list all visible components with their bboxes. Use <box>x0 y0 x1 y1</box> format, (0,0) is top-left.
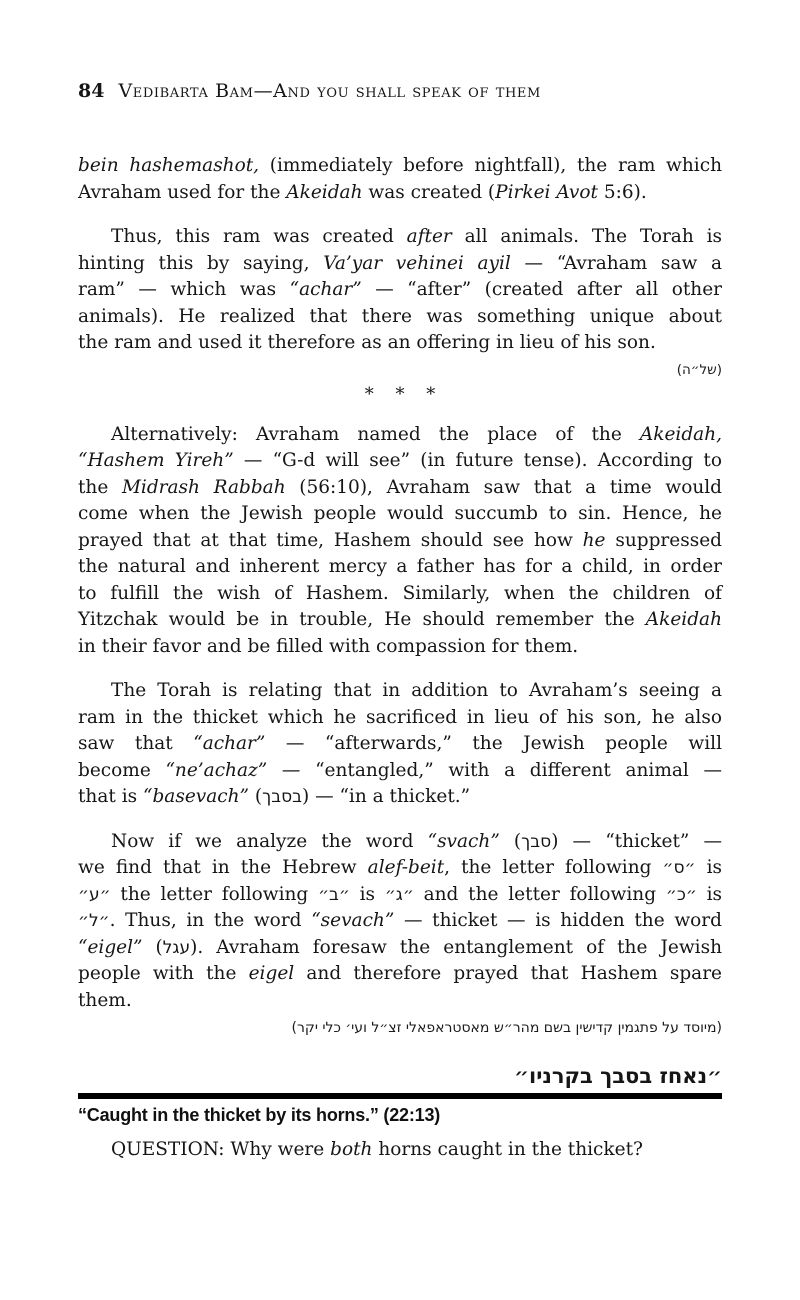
paragraph-question <box>78 1137 722 1164</box>
section-title-hebrew: ״נאחז בסבך בקרניו״ <box>514 1064 722 1088</box>
text-line <box>78 731 722 758</box>
text-run: the letter following <box>110 883 319 905</box>
text-run: eigel <box>248 963 295 984</box>
citation-source: (מיוסד על פתגמין קדישין בשם מהר״ש מאסטראפאלי זצ״ל ועי׳ כלי יקר) <box>291 1020 722 1036</box>
text-run: (immediately before nightfall), the ram which <box>259 155 722 176</box>
text-line <box>78 988 722 1015</box>
text-run: ) — “thicket” — <box>551 830 722 852</box>
text-line <box>78 304 722 331</box>
text-line <box>78 251 722 278</box>
text-run: Akeidah <box>286 181 363 203</box>
text-run: after <box>406 226 452 247</box>
text-line <box>78 784 722 811</box>
running-header <box>78 0 722 103</box>
text-run: them. <box>78 989 132 1011</box>
text-run: Va’yar vehinei ayil <box>323 252 511 274</box>
section-heading <box>78 1062 722 1127</box>
text-run: the <box>78 476 122 498</box>
page-number: 84 <box>78 80 105 102</box>
paragraph-ram-created-after <box>78 224 722 357</box>
text-run: — thicket — is hidden the word <box>394 910 722 931</box>
text-run: hinting this by saying, <box>78 252 324 274</box>
text-run: ram” — which was <box>78 279 290 300</box>
text-run: he <box>582 529 606 551</box>
hebrew-text-run: ״כ״ <box>665 884 697 905</box>
section-title-english: “Caught in the thicket by its horns.” (22:13) <box>78 1105 441 1125</box>
text-run: the ram and used it therefore as an offering in lieu of his son. <box>78 332 656 353</box>
text-run: all animals. The Torah is <box>451 226 722 247</box>
text-run: prayed that at that time, Hashem should see how <box>78 529 583 551</box>
text-run: and the letter following <box>413 883 666 905</box>
text-run: The Torah is relating that in addition to Avraham’s seeing a <box>111 680 722 701</box>
text-run: to fulfill the wish of Hashem. Similarly, when the children of <box>78 582 722 604</box>
text-run: ( <box>499 830 522 852</box>
text-run: Midrash Rabbah <box>121 476 286 498</box>
text-run: — “afterwards,” the Jewish people will <box>265 733 722 754</box>
text-line <box>78 678 722 705</box>
text-line <box>78 475 722 502</box>
hebrew-text-run: ״ב״ <box>318 884 350 905</box>
paragraph-bein-hashemashot <box>78 153 722 206</box>
text-run: the natural and inherent mercy a father has for a child, in order <box>78 556 722 577</box>
text-line <box>78 1137 722 1164</box>
text-line <box>78 501 722 528</box>
text-run: , the letter following <box>444 857 663 878</box>
text-run: people with the <box>78 963 249 984</box>
text-line <box>78 224 722 251</box>
hebrew-text-run: ״ע״ <box>78 884 111 905</box>
text-run: is <box>696 883 723 905</box>
text-run: Alternatively: Avraham named the place of the <box>111 423 640 445</box>
text-run: “sevach” <box>311 910 395 931</box>
text-line <box>78 705 722 732</box>
text-run: bein hashemashot, <box>78 155 260 176</box>
text-run: is <box>349 883 385 905</box>
text-line <box>78 277 722 304</box>
text-run: (56:10), Avraham saw that a time would <box>285 476 723 498</box>
text-run: — “Avraham saw a <box>510 252 723 274</box>
text-run: Akeidah <box>645 609 722 630</box>
text-line <box>78 330 722 357</box>
text-line <box>78 961 722 988</box>
book-title: Vedibarta Bam—And you shall speak of them <box>118 80 541 102</box>
text-line <box>78 829 722 856</box>
text-run: “Hashem Yireh” <box>78 450 234 471</box>
text-run: Now if we analyze the word <box>111 830 428 852</box>
text-run: “achar” <box>289 279 362 300</box>
hebrew-text-run: ״ל״ <box>78 911 110 931</box>
text-run: ( <box>249 786 263 807</box>
text-line <box>78 855 722 882</box>
text-run: — “G-d will see” (in future tense). According to <box>233 450 722 471</box>
text-line <box>78 554 722 581</box>
text-run: Thus, this ram was created <box>111 226 407 247</box>
text-run: both <box>330 1139 373 1160</box>
text-run: Akeidah, <box>639 423 722 445</box>
text-run: ( <box>142 936 163 958</box>
text-run: “svach” <box>427 830 500 852</box>
text-line <box>78 908 722 935</box>
text-run: saw that <box>78 733 194 754</box>
text-run: “achar” <box>193 733 266 754</box>
text-run: “ne’achaz” <box>165 759 268 781</box>
paragraph-alternatively <box>78 422 722 661</box>
text-run: Pirkei Avot <box>495 181 598 203</box>
text-line <box>78 882 722 909</box>
text-line <box>78 634 722 661</box>
text-line <box>78 581 722 608</box>
text-line <box>78 607 722 634</box>
text-run: — “entangled,” with a different animal — <box>267 759 722 781</box>
text-run: ram in the thicket which he sacrificed in lieu of his son, he also <box>78 706 722 728</box>
text-run: . Thus, in the word <box>109 910 312 931</box>
section-separator-stars: * * * <box>364 383 436 405</box>
text-run: ) — “in a thicket.” <box>301 786 471 807</box>
text-run: suppressed <box>605 529 722 551</box>
text-run: we find that in the Hebrew <box>78 857 368 878</box>
hebrew-text-run: בסבך <box>262 787 302 807</box>
hebrew-text-run: עגל <box>162 937 191 958</box>
text-run: “eigel” <box>78 936 143 958</box>
hebrew-text-run: ״ג״ <box>384 884 414 905</box>
text-line <box>78 153 722 180</box>
text-line <box>78 528 722 555</box>
text-line <box>78 422 722 449</box>
text-line <box>78 758 722 785</box>
hebrew-text-run: סבך <box>521 831 552 852</box>
text-run: horns caught in the thicket? <box>372 1139 643 1160</box>
text-line <box>78 448 722 475</box>
text-run: 5:6). <box>597 181 647 203</box>
text-run: — “after” (created after all other <box>361 279 722 300</box>
text-line <box>78 935 722 962</box>
text-run: ). Avraham foresaw the entanglement of the Jewish <box>190 936 722 958</box>
text-run: is <box>695 857 722 878</box>
paragraph-analyze-svach <box>78 829 722 1015</box>
text-run: was created ( <box>362 181 496 203</box>
section-divider-rule <box>78 1093 722 1099</box>
hebrew-text-run: ״ס״ <box>662 858 696 878</box>
text-line <box>78 180 722 207</box>
text-run: QUESTION: Why were <box>111 1139 331 1160</box>
text-run: that is <box>78 786 143 807</box>
paragraph-torah-relating <box>78 678 722 811</box>
text-run: Avraham used for the <box>78 181 287 203</box>
text-run: animals). He realized that there was something unique about <box>78 305 722 327</box>
text-run: and therefore prayed that Hashem spare <box>294 963 722 984</box>
text-run: come when the Jewish people would succumb to sin. Hence, he <box>78 503 722 524</box>
text-run: “basevach” <box>143 786 249 807</box>
text-run: in their favor and be filled with compassion for them. <box>78 635 579 657</box>
text-run: Yitzchak would be in trouble, He should remember the <box>78 609 646 630</box>
text-run: alef-beit <box>367 857 445 878</box>
citation-shelah: (של״ה) <box>676 361 722 378</box>
text-run: become <box>78 759 166 781</box>
